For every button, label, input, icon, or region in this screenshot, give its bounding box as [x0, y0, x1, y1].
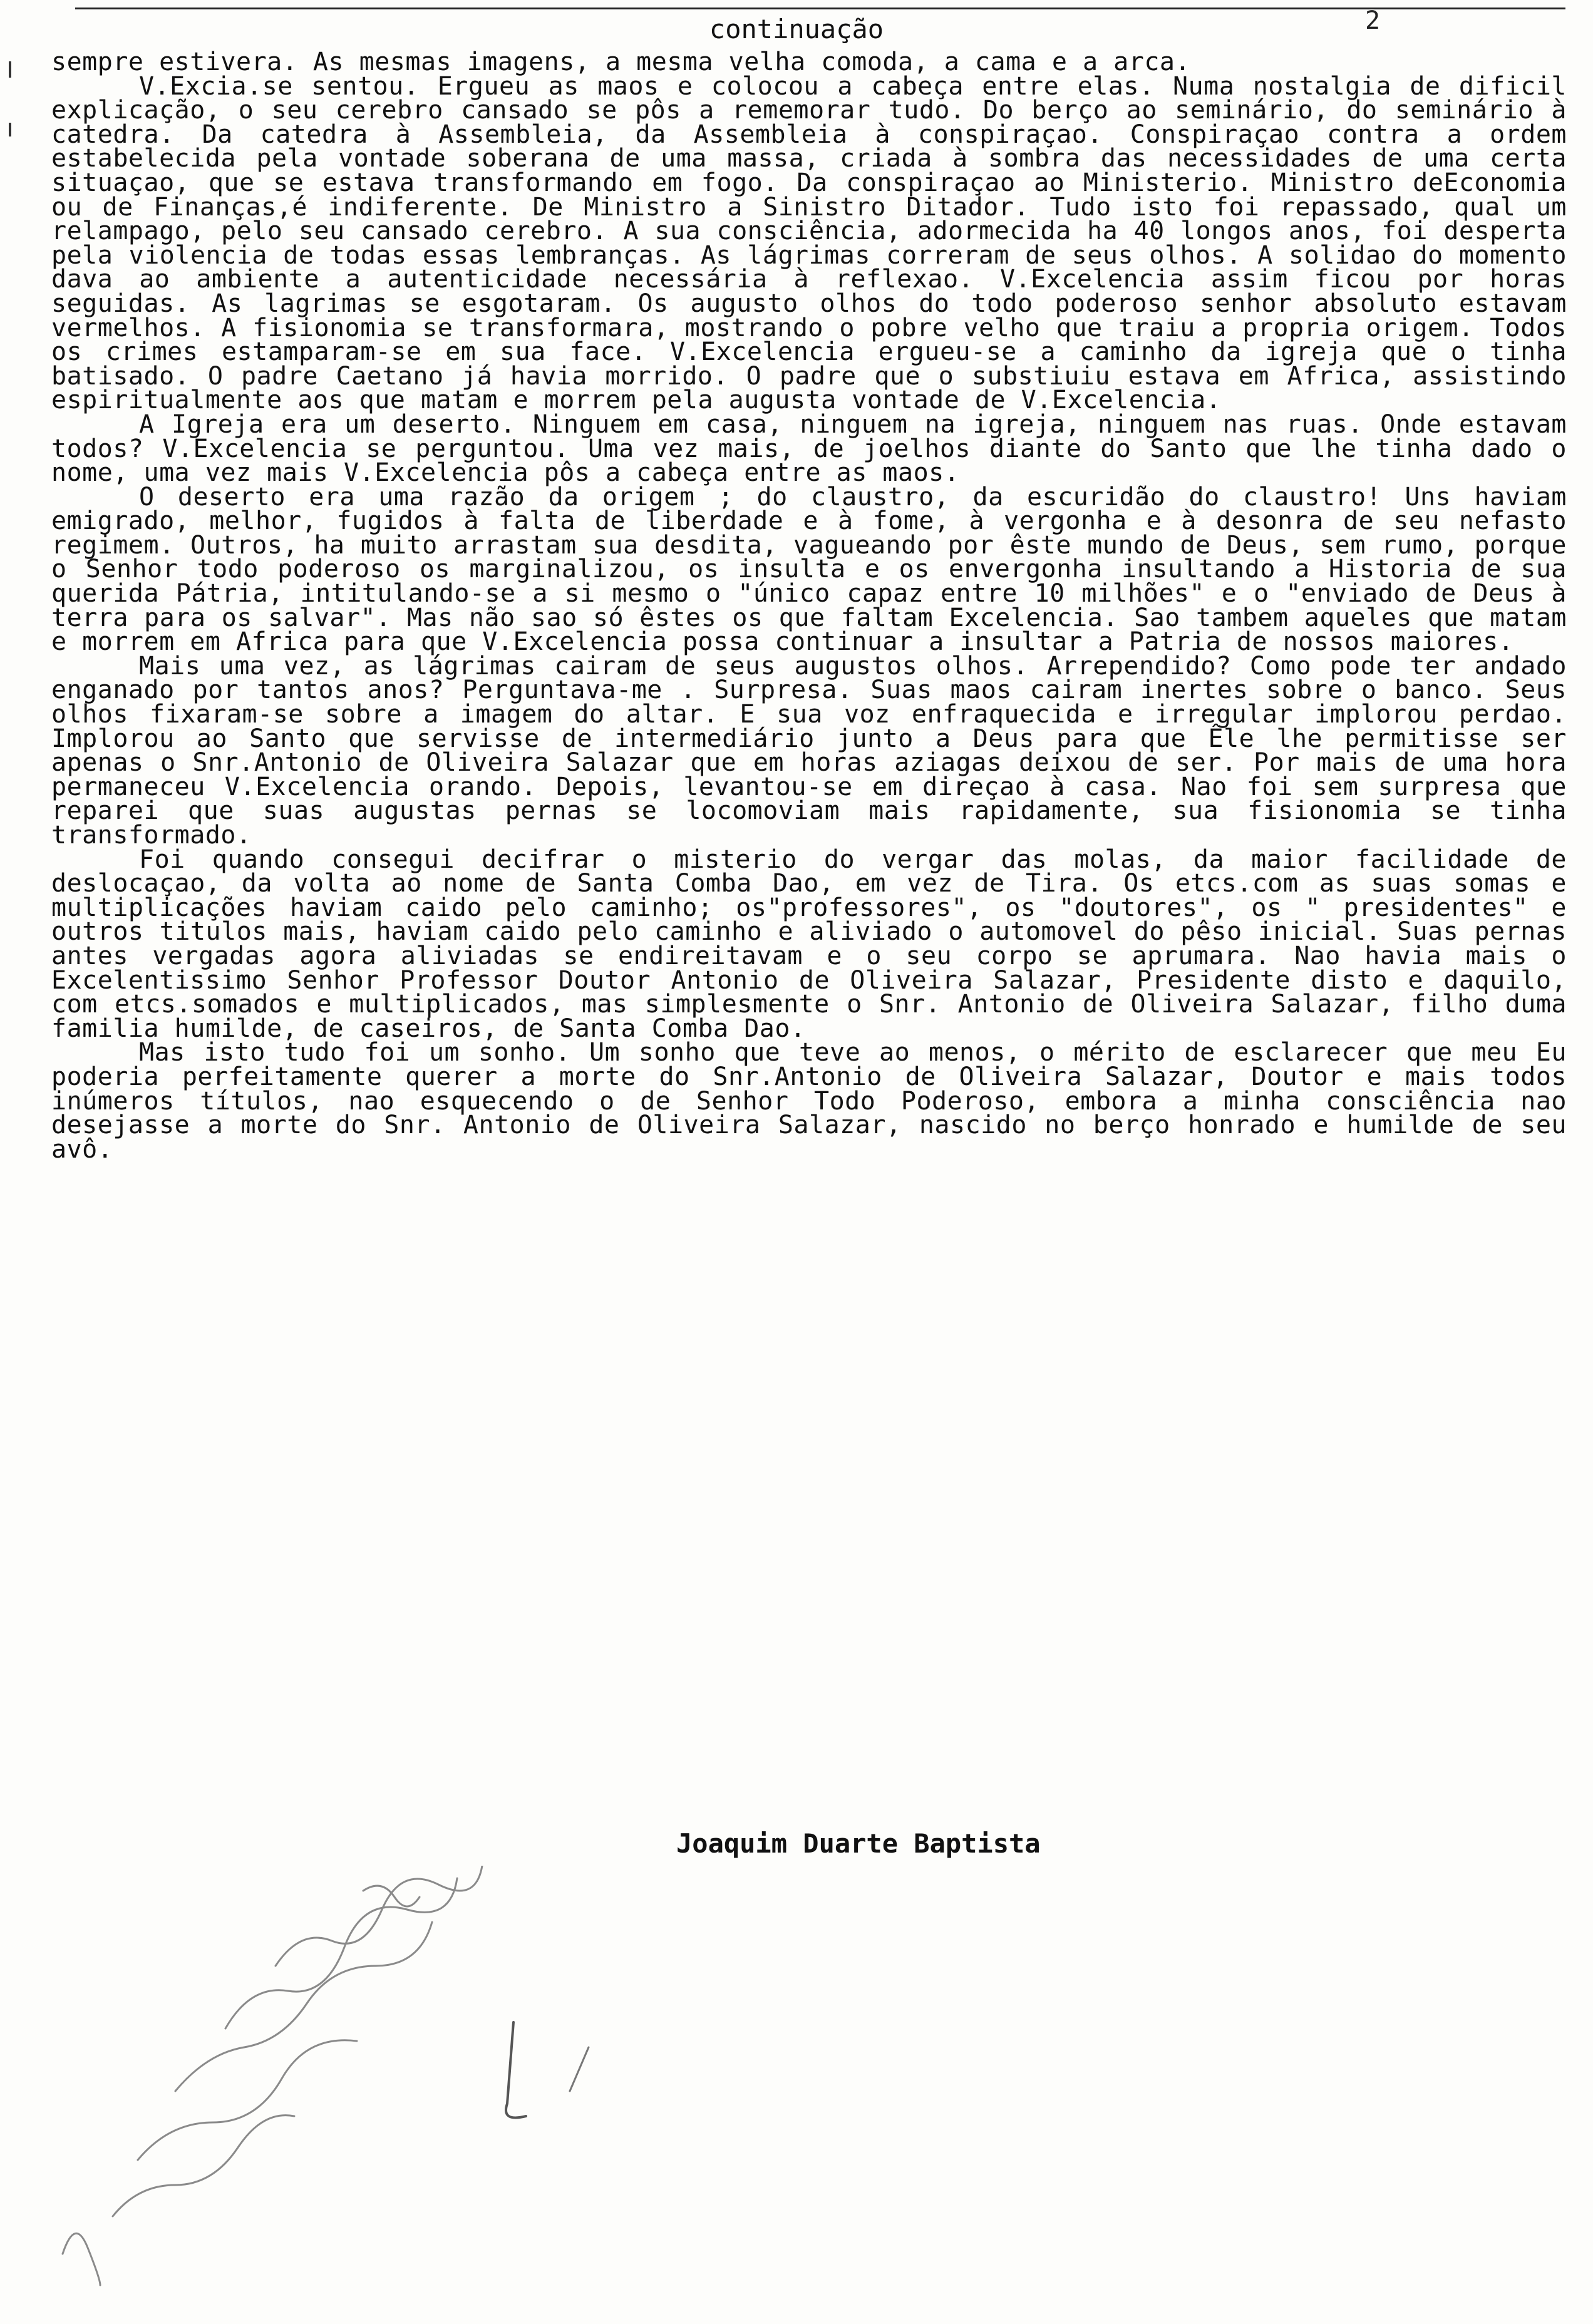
paragraph-7: Mas isto tudo foi um sonho. Um sonho que teve ao menos, o mérito de esclarecer que meu Eu poderia perfeitamente querer a morte do Snr.Antonio de Oliveira Salazar, Doutor e mais todos inúmeros títulos, nao esquecendo o de Senhor Todo Poderoso, embora a minha consciência nao desejasse a morte do Snr. Antonio de Oliveira Salazar, nascido no berço honrado e humilde de seu avô. — [51, 1038, 1567, 1164]
author-signature: Joaquim Duarte Baptista — [676, 1828, 1041, 1859]
margin-mark — [9, 123, 11, 136]
paragraph-5: Mais uma vez, as lágrimas cairam de seus augustos olhos. Arrependido? Como pode ter andado enganado por tantos anos? Perguntava-me . Surpresa. Suas maos cairam inertes sobre o banco. Seus olhos fixaram-se sobre a imagem do altar. E sua voz enfraquecida e irregular implorou perdao. Implorou ao Santo que servisse de intermediário junto a Deus para que Êle lhe permitisse ser apenas o Snr.Antonio de Oliveira Salazar que em horas aziagas deixou de ser. Por mais de uma hora permaneceu V.Excelencia orando. Depois, levantou-se em direçao à casa. Nao foi sem surpresa que reparei que suas augustas pernas se locomoviam mais rapidamente, sua fisionomia se tinha transformado. — [51, 651, 1567, 850]
margin-mark — [9, 61, 11, 78]
page-number: 2 — [1365, 6, 1381, 35]
paragraph-1: sempre estivera. As mesmas imagens, a mesma velha comoda, a cama e a arca. — [51, 48, 1191, 76]
paragraph-3: A Igreja era um deserto. Ninguem em casa, ninguem na igreja, ninguem nas ruas. Onde estavam todos? V.Excelencia se perguntou. Uma vez mais, de joelhos diante do Santo que lhe tinha dado o nome, uma vez mais V.Excelencia pôs a cabeça entre as maos. — [51, 409, 1567, 488]
paragraph-6: Foi quando consegui decifrar o misterio do vergar das molas, da maior facilidade de deslocaçao, da volta ao nome de Santa Comba Dao, em vez de Tira. Os etcs.com as suas somas e multiplicações haviam caido pelo caminho; os"professores", os "doutores", os " presidentes" e outros titulos mais, haviam caido pelo caminho e aliviado o automovel do pêso inicial. Suas pernas antes vergadas agora aliviadas se endireitavam e o seu corpo se aprumara. Nao havia mais o Excelentissimo Senhor Professor Doutor Antonio de Oliveira Salazar, Presidente disto e daquilo, com etcs.somados e multiplicados, mas simplesmente o Snr. Antonio de Oliveira Salazar, filho duma familia humilde, de caseiros, de Santa Comba Dao. — [51, 845, 1567, 1043]
paragraph-2: V.Excia.se sentou. Ergueu as maos e colocou a cabeça entre elas. Numa nostalgia de dificil explicação, o seu cerebro cansado se pôs a rememorar tudo. Do berço ao seminário, do seminário à catedra. Da catedra à Assembleia, da Assembleia à conspiraçao. Conspiraçao contra a ordem estabelecida pela vontade soberana de uma massa, criada à sombra das necessidades de uma certa situaçao, que se estava transformando em fogo. Da conspiraçao ao Ministerio. Ministro deEconomia ou de Finanças,é indiferente. De Ministro a Sinistro Ditador. Tudo isto foi repassado, qual um relampago, pelo seu cansado cerebro. A sua consciência, adormecida ha 40 longos anos, foi desperta pela violencia de todas essas lembranças. As lágrimas correram de seus olhos. A solidao do momento dava ao ambiente a autenticidade necessária à reflexao. V.Excelencia assim ficou por horas seguidas. As lagrimas se esgotaram. Os augusto olhos do todo poderoso senhor absoluto estavam vermelhos. A fisionomia se transformara, mostrando o pobre velho que traiu a propria origem. Todos os crimes estamparam-se em sua face. V.Excelencia ergueu-se a caminho da igreja que o tinha batisado. O padre Caetano já havia morrido. O padre que o substiuiu estava em Africa, assistindo espiritualmente aos que matam e morrem pela augusta vontade de V.Excelencia. — [51, 71, 1567, 415]
letter-body — [51, 48, 1567, 1164]
paragraph-4: O deserto era uma razão da origem ; do claustro, da escuridão do claustro! Uns haviam emigrado, melhor, fugidos à falta de liberdade e à fome, à vergonha e à desonra de seu nefasto regimem. Outros, ha muito arrastam sua desdita, vagueando por êste mundo de Deus, sem rumo, porque o Senhor todo poderoso os marginalizou, os insulta e os envergonha insultando a Historia de sua querida Pátria, intitulando-se a si mesmo o "único capaz entre 10 milhões" e o "enviado de Deus à terra para os salvar". Mas não sao só êstes os que faltam Excelencia. Sao tambem aqueles que matam e morrem em Africa para que V.Excelencia possa continuar a insultar a Patria de nossos maiores. — [51, 482, 1567, 657]
handwritten-annotation-icon — [38, 1866, 664, 2304]
top-edge-rule — [75, 8, 1565, 9]
continuation-heading: continuação — [709, 14, 884, 44]
